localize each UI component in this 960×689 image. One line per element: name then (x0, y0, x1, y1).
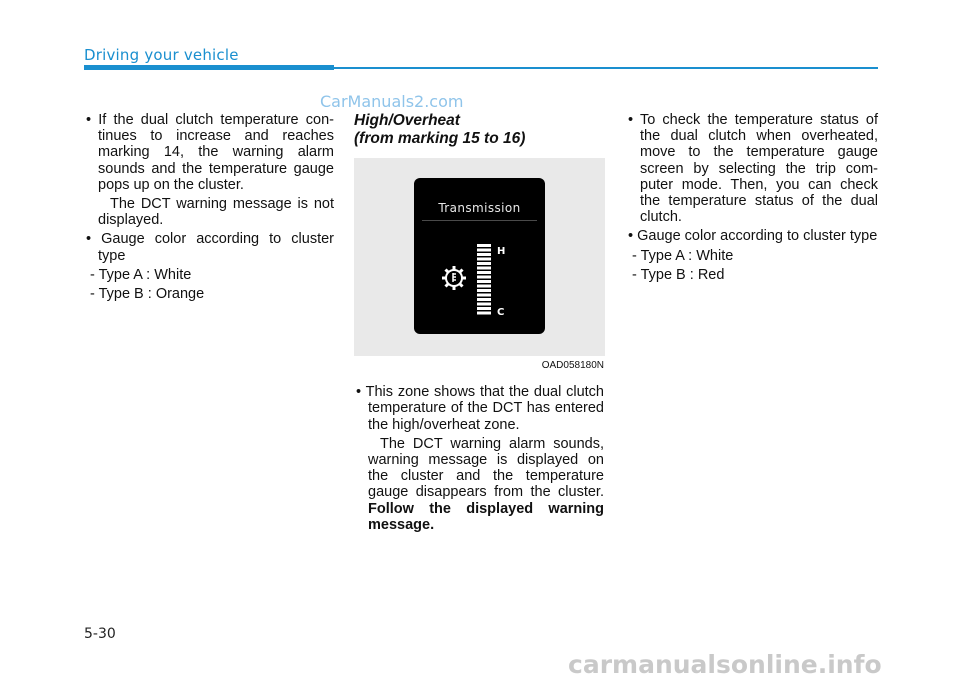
gauge-segment (477, 253, 491, 256)
screen-divider (422, 220, 537, 221)
column-left (84, 112, 334, 305)
type-a-color-2: - Type A : White (632, 247, 734, 264)
zone-heading (354, 112, 604, 148)
gauge-segment (477, 249, 491, 252)
header-rule-thick (84, 65, 334, 70)
gauge-segment (477, 280, 491, 283)
gauge-segment (477, 276, 491, 279)
gauge-segment (477, 303, 491, 306)
gauge-segment (477, 258, 491, 261)
watermark-bottom: carmanualsonline.info (568, 650, 882, 679)
note-warning: The DCT warning alarm sounds, warning message is displayed on the cluster and the temperature gauge disappears from the cluster. Follow the displayed warning message. (368, 435, 604, 533)
gauge-segment (477, 289, 491, 292)
section-title: Driving your vehicle (84, 46, 239, 64)
note-warning-bold: Follow the displayed warning message. (368, 500, 604, 533)
bullet-zone-description: • This zone shows that the dual clutch temperature of the DCT has entered the high/overheat zone. (356, 384, 605, 433)
bullet-gauge-color: • Gauge color according to cluster type (86, 231, 335, 264)
gauge-segment (477, 267, 491, 270)
gauge-segment (477, 285, 491, 288)
page-number: 5-30 (84, 626, 116, 642)
bullet-gauge-color-2: • Gauge color according to cluster type (628, 228, 878, 245)
gauge-segment (477, 294, 491, 297)
heading-line-1: High/Overheat (354, 112, 460, 129)
gauge-segment (477, 262, 491, 265)
note-no-message: The DCT warning message is not displayed. (98, 196, 334, 229)
gauge-segment (477, 312, 491, 315)
type-b-color-2: - Type B : Red (632, 266, 725, 283)
bullet-check-temperature: • To check the temperature status of the dual clutch when overheated, move to the temperature gauge screen by selecting the trip com-puter mode. Then, you can check the temperature status of the dual clutch. (628, 112, 879, 226)
gauge-high-label: H (497, 246, 506, 257)
column-right (626, 112, 878, 286)
transmission-temperature-icon (440, 264, 468, 292)
type-b-color: - Type B : Orange (90, 286, 205, 303)
watermark-top: CarManuals2.com (320, 92, 464, 111)
heading-line-2: (from marking 15 to 16) (354, 130, 526, 147)
cluster-figure (354, 158, 605, 356)
temperature-gauge (477, 244, 491, 316)
type-a-color: - Type A : White (90, 266, 192, 283)
figure-code: OAD058180N (541, 360, 604, 371)
screen-title: Transmission (438, 201, 521, 215)
cluster-screen (414, 178, 545, 334)
gauge-segment (477, 307, 491, 310)
gauge-low-label: C (497, 307, 505, 318)
gauge-segment (477, 271, 491, 274)
column-middle (354, 112, 604, 536)
gauge-segment (477, 244, 491, 247)
bullet-temperature-increase: • If the dual clutch temperature con-tinues to increase and reaches marking 14, the warning alarm sounds and the temperature gauge pops up on the cluster. (86, 112, 334, 193)
gauge-segment (477, 298, 491, 301)
header-rule-thin (334, 67, 878, 69)
